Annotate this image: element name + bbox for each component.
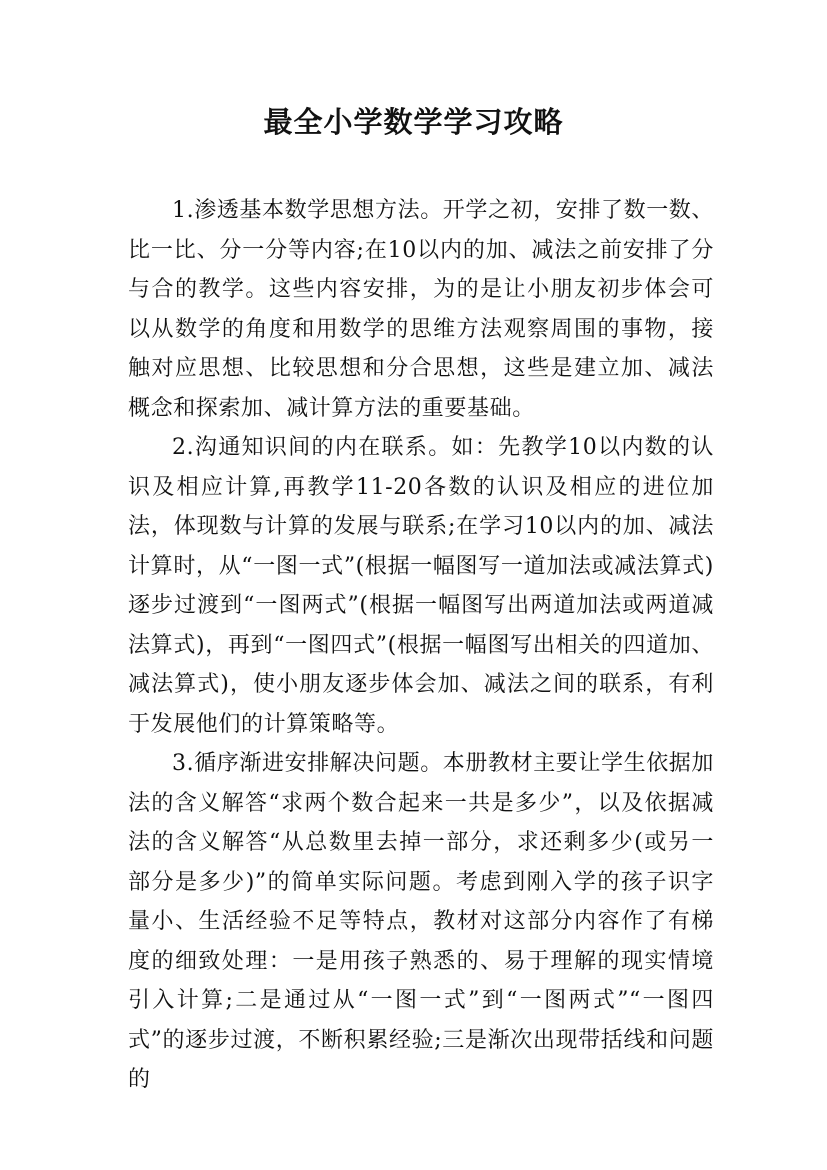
paragraph-2: 2.沟通知识间的内在联系。如：先教学10以内数的认识及相应计算,再教学11-20各数的认识及相应的进位加法，体现数与计算的发展与联系;在学习10以内的加、减法计算时，从“一图一式”(根据一幅图写一道加法或减法算式)逐步过渡到“一图两式”(根据一幅图写出两道加法或两道减法算式)，再到“一图四式”(根据一幅图写出相关的四道加、减法算式)，使小朋友逐步体会加、减法之间的联系，有利于发展他们的计算策略等。 xyxy=(128,435,714,737)
document-title: 最全小学数学学习攻略 xyxy=(263,105,564,139)
paragraph-3: 3.循序渐进安排解决问题。本册教材主要让学生依据加法的含义解答“求两个数合起来一共是多少”，以及依据减法的含义解答“从总数里去掉一部分，求还剩多少(或另一部分是多少)”的简单实际问题。考虑到刚入学的孩子识字量小、生活经验不足等特点，教材对这部分内容作了有梯度的细致处理：一是用孩子熟悉的、易于理解的现实情境引入计算;二是通过从“一图一式”到“一图两式”“一图四式”的逐步过渡，不断积累经验;三是渐次出现带括线和问题的 xyxy=(128,751,714,1092)
document-body xyxy=(128,191,714,1100)
paragraph-1: 1.渗透基本数学思想方法。开学之初，安排了数一数、比一比、分一分等内容;在10以内的加、减法之前安排了分与合的教学。这些内容安排，为的是让小朋友初步体会可以从数学的角度和用数学的思维方法观察周围的事物，接触对应思想、比较思想和分合思想，这些是建立加、减法概念和探索加、减计算方法的重要基础。 xyxy=(128,198,714,421)
